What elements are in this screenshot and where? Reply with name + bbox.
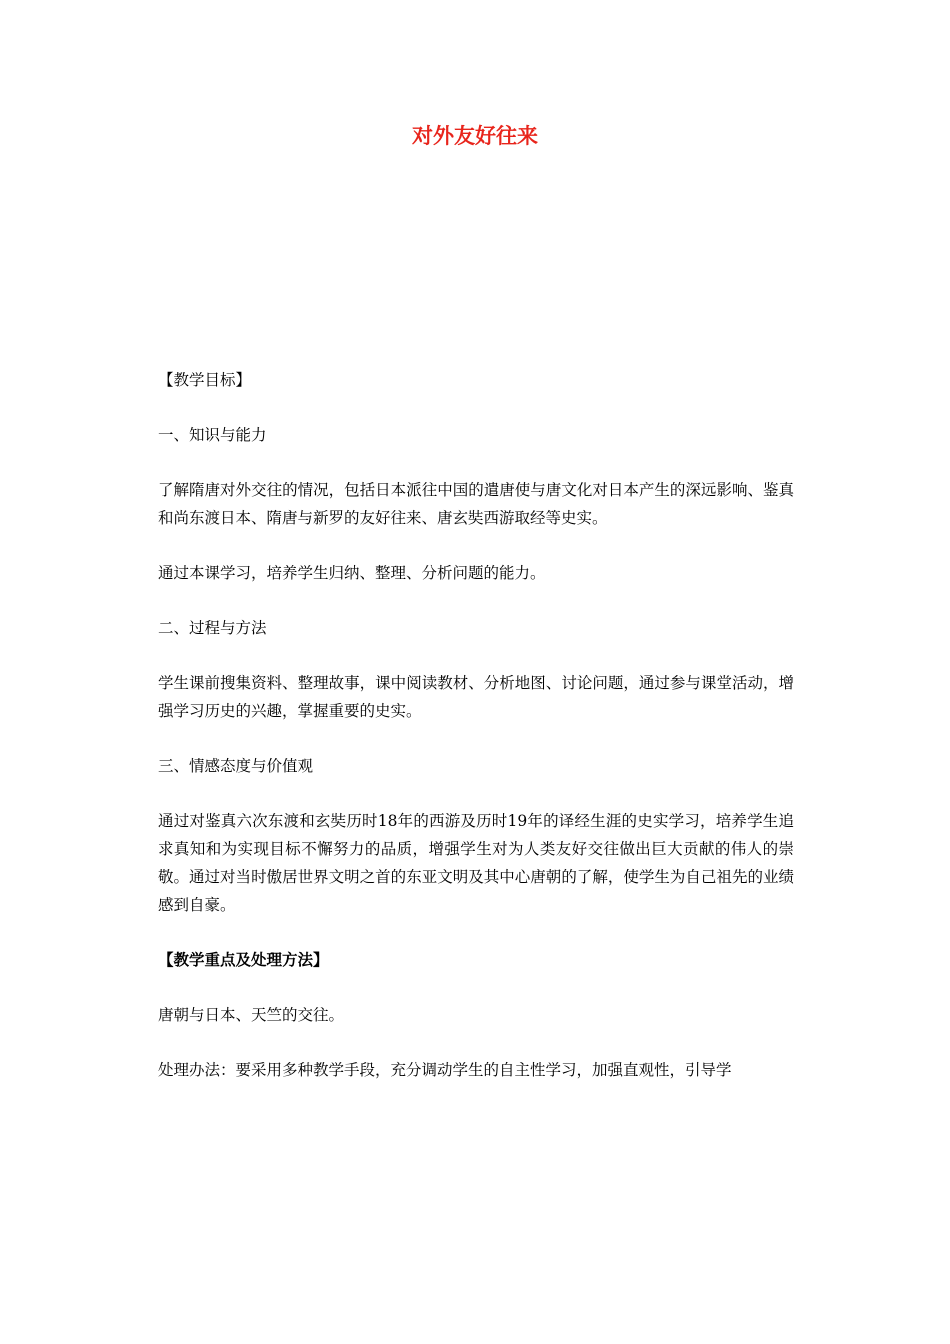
paragraph-handling-method: 处理办法：要采用多种教学手段，充分调动学生的自主性学习，加强直观性，引导学 [158,1061,732,1079]
subsection-heading-knowledge-ability: 一、知识与能力 [158,426,267,444]
paragraph-key-point: 唐朝与日本、天竺的交往。 [158,1006,345,1024]
section-heading-key-points: 【教学重点及处理方法】 [158,950,329,969]
subsection-heading-process-method: 二、过程与方法 [158,619,267,637]
paragraph-process-method: 学生课前搜集资料、整理故事，课中阅读教材、分析地图、讨论问题，通过参与课堂活动，增强学习历史的兴趣，掌握重要的史实。 [158,674,794,720]
paragraph-emotion-values: 通过对鉴真六次东渡和玄奘历时18年的西游及历时19年的译经生涯的史实学习，培养学生追求真知和为实现目标不懈努力的品质，增强学生对为人类友好交往做出巨大贡献的伟人的崇敬。通过对当时傲居世界文明之首的东亚文明及其中心唐朝的了解，使学生为自己祖先的业绩感到自豪。 [158,812,794,914]
subsection-heading-emotion-values: 三、情感态度与价值观 [158,757,314,775]
document-body [158,366,794,1111]
paragraph-ability-goal: 通过本课学习，培养学生归纳、整理、分析问题的能力。 [158,564,546,582]
document-title: 对外友好往来 [412,123,538,148]
section-heading-teaching-objectives: 【教学目标】 [158,371,252,389]
paragraph-knowledge-content: 了解隋唐对外交往的情况，包括日本派往中国的遣唐使与唐文化对日本产生的深远影响、鉴真和尚东渡日本、隋唐与新罗的友好往来、唐玄奘西游取经等史实。 [158,481,794,527]
